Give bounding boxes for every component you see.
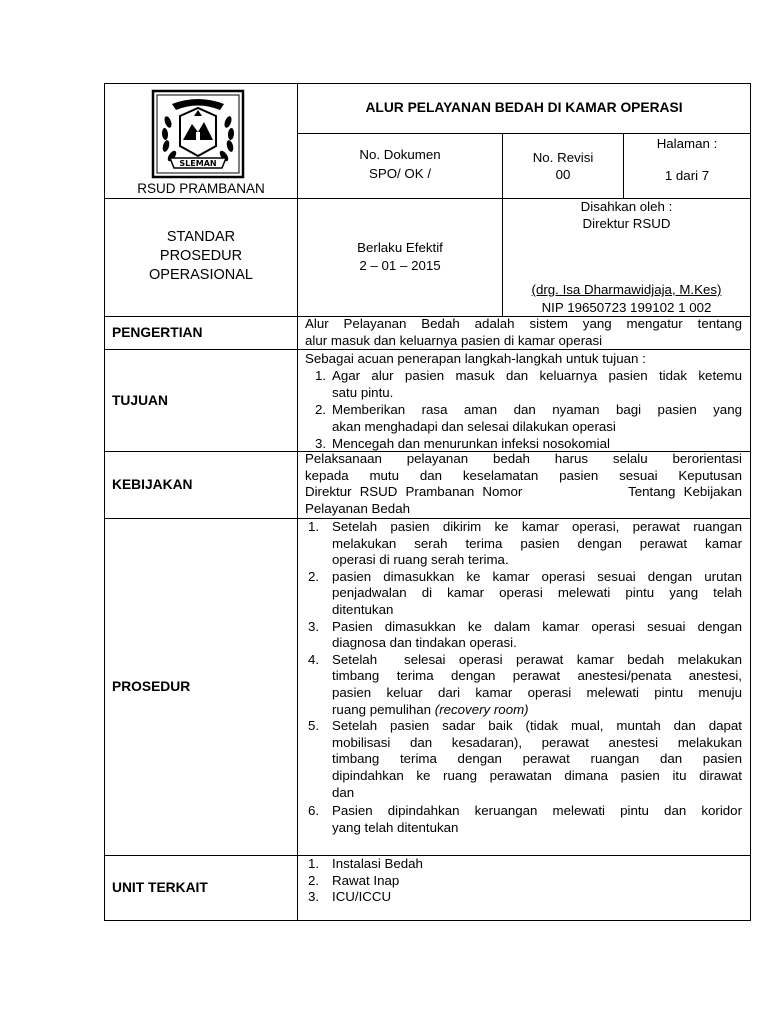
list-line: penjadwalan di kamar operasi melewati pintu yang telah (332, 585, 742, 601)
list-number: 3. (308, 889, 320, 905)
hospital-name: RSUD PRAMBANAN (137, 181, 265, 196)
list-line: operasi di ruang serah terima. (332, 552, 509, 568)
list-item (305, 367, 742, 401)
approved-label: Disahkan oleh : (580, 199, 673, 214)
sop-title-line-2: PROSEDUR (159, 248, 243, 264)
list-line: satu pintu. (332, 385, 394, 400)
label-pengertian: PENGERTIAN (112, 325, 203, 340)
list-item (305, 856, 742, 873)
list-item (305, 803, 742, 836)
kebijakan-line: Direktur RSUD Prambanan Nomor Tentang Kebijakan (305, 484, 742, 499)
list-item (305, 652, 742, 718)
list-text: ICU/ICCU (332, 889, 392, 905)
list-line (332, 702, 742, 719)
list-item (305, 619, 742, 652)
title-divider (297, 133, 751, 134)
list-item (305, 873, 742, 890)
list-number: 5. (308, 718, 320, 734)
list-line: ditentukan (332, 601, 394, 617)
list-line: dipindahkan ke ruang perawatan dimana pasien itu dirawat (332, 767, 742, 783)
list-line: mobilisasi dan kesadaran), perawat anestesi melakukan (332, 734, 742, 750)
list-number: 4. (308, 651, 320, 667)
effective-label: Berlaku Efektif (357, 240, 443, 255)
list-line: yang telah ditentukan (332, 819, 459, 835)
kebijakan-line: Pelayanan Bedah (305, 500, 410, 516)
tujuan-content (305, 350, 742, 452)
list-text: Instalasi Bedah (332, 856, 423, 871)
effective-date: 2 – 01 – 2015 (359, 258, 441, 273)
list-line: diagnosa dan tindakan operasi. (332, 635, 517, 651)
doc-number-value: SPO/ OK / (368, 166, 432, 181)
list-line: Memberikan rasa aman dan nyaman bagi pasien yang (332, 402, 742, 417)
page-label: Halaman : (656, 136, 718, 151)
kebijakan-line: Pelaksanaan pelayanan bedah harus selalu berorientasi (305, 451, 742, 466)
label-unit-terkait: UNIT TERKAIT (112, 880, 208, 895)
list-item (305, 519, 742, 569)
list-line: Pasien dipindahkan keruangan melewati pintu dan koridor (332, 803, 742, 819)
list-number: 2. (308, 872, 320, 888)
approved-by: Direktur RSUD (582, 216, 671, 231)
kebijakan-line: kepada mutu dan keselamatan pasien sesuai Keputusan (305, 467, 742, 483)
sop-title (105, 228, 297, 285)
document-title: ALUR PELAYANAN BEDAH DI KAMAR OPERASI (365, 100, 683, 115)
pengertian-line: Alur Pelayanan Bedah adalah sistem yang mengatur tentang (305, 316, 742, 331)
list-line: melakukan serah terima pasien dengan perawat kamar (332, 535, 742, 551)
doc-number-label: No. Dokumen (359, 147, 441, 162)
list-number: 2. (315, 402, 327, 417)
list-number: 1. (315, 368, 327, 383)
list-line: pasien keluar dari kamar operasi melewati pintu menuju (332, 684, 742, 700)
label-tujuan: TUJUAN (112, 393, 168, 408)
revision-label: No. Revisi (532, 150, 594, 165)
list-number: 1. (308, 519, 320, 534)
list-number: 3. (308, 618, 320, 634)
page-value: 1 dari 7 (664, 168, 710, 183)
sop-title-line-3: OPERASIONAL (149, 267, 253, 283)
list-number: 6. (308, 803, 320, 819)
list-line-text: ruang pemulihan (332, 701, 435, 717)
recovery-room-text: (recovery room) (434, 701, 529, 717)
revision-value: 00 (555, 167, 571, 182)
kebijakan-text (305, 451, 742, 517)
border-right (750, 83, 751, 921)
list-line: Setelah pasien sadar baik (tidak mual, muntah dan dapat (332, 718, 742, 734)
prosedur-list (305, 519, 742, 836)
list-line: Mencegah dan menurunkan infeksi nosokomial (332, 436, 610, 451)
list-item (305, 435, 742, 452)
sop-title-line-1: STANDAR (166, 229, 236, 245)
border-left (104, 83, 105, 921)
list-line: Agar alur pasien masuk dan keluarnya pasien tidak ketemu (332, 368, 742, 383)
list-line: Setelah pasien dikirim ke kamar operasi, perawat ruangan (332, 519, 742, 534)
list-number: 1. (308, 856, 320, 871)
logo-text: SLEMAN (179, 159, 217, 168)
label-prosedur: PROSEDUR (112, 679, 191, 694)
list-line: pasien dimasukkan ke kamar operasi sesuai dengan urutan (332, 568, 742, 584)
list-number: 2. (308, 568, 320, 584)
tujuan-intro: Sebagai acuan penerapan langkah-langkah untuk tujuan : (305, 351, 646, 366)
signatory-nip: NIP 19650723 199102 1 002 (541, 300, 712, 315)
list-line: timbang terima dengan perawat anestesi/penata anestesi, (332, 668, 742, 684)
list-line: dan (332, 784, 355, 800)
pengertian-line: alur masuk dan keluarnya pasien di kamar operasi (305, 332, 603, 348)
border-top (104, 83, 751, 84)
list-item (305, 401, 742, 435)
list-number: 3. (315, 436, 327, 451)
signatory-name: (drg. Isa Dharmawidjaja, M.Kes) (531, 282, 722, 297)
list-item (305, 889, 742, 906)
list-item (305, 569, 742, 619)
border-bottom (104, 920, 751, 921)
column-divider (297, 83, 298, 921)
pengertian-text (305, 316, 742, 349)
list-line: timbang terima dengan perawat ruangan dan pasien (332, 751, 742, 767)
label-kebijakan: KEBIJAKAN (112, 477, 193, 492)
list-line: akan menghadapi dan selesai dilakukan operasi (332, 419, 616, 434)
list-text: Rawat Inap (332, 872, 400, 888)
sleman-emblem-icon (150, 88, 246, 180)
sleman-logo (150, 88, 246, 180)
list-line: Pasien dimasukkan ke dalam kamar operasi sesuai dengan (332, 618, 742, 634)
unit-terkait-list (305, 856, 742, 906)
list-line: Setelah selesai operasi perawat kamar bedah melakukan (332, 651, 742, 667)
list-item (305, 718, 742, 801)
